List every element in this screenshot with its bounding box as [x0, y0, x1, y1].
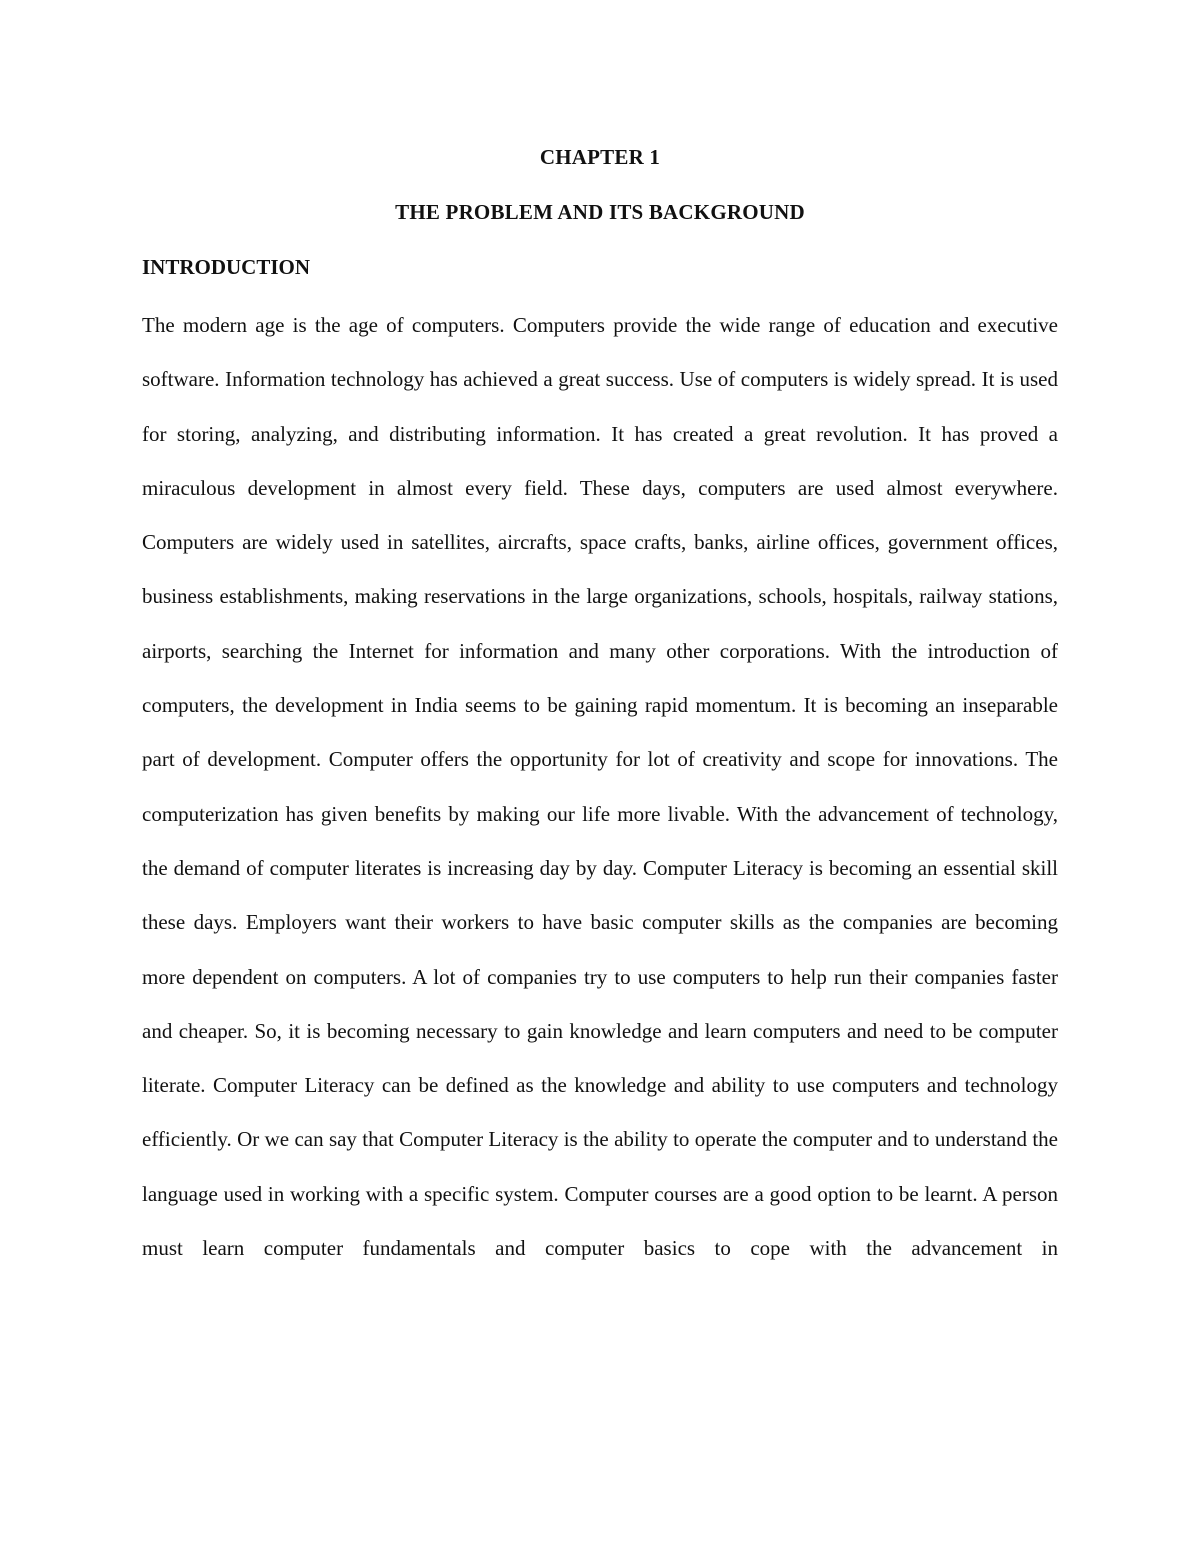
introduction-paragraph: The modern age is the age of computers. Computers provide the wide range of education and executive software. Information technology has achieved a great success. Use of computers is widely spread. It is used for storing, analyzing, and distributing information. It has created a great revolution. It has proved a miraculous development in almost every field. These days, computers are used almost everywhere. Computers are widely used in satellites, aircrafts, space crafts, banks, airline offices, government offices, business establishments, making reservations in the large organizations, schools, hospitals, railway stations, airports, searching the Internet for information and many other corporations. With the introduction of computers, the development in India seems to be gaining rapid momentum. It is becoming an inseparable part of development. Computer offers the opportunity for lot of creativity and scope for innovations. The computerization has given benefits by making our life more livable. With the advancement of technology, the demand of computer literates is increasing day by day. Computer Literacy is becoming an essential skill these days. Employers want their workers to have basic computer skills as the companies are becoming more dependent on computers. A lot of companies try to use computers to help run their companies faster and cheaper. So, it is becoming necessary to gain knowledge and learn computers and need to be computer literate. Computer Literacy can be defined as the knowledge and ability to use computers and technology efficiently. Or we can say that Computer Literacy is the ability to operate the computer and to understand the language used in working with a specific system. Computer courses are a good option to be learnt. A person must learn computer fundamentals and computer basics to cope with the advancement in [142, 313, 1058, 1261]
chapter-title: THE PROBLEM AND ITS BACKGROUND [395, 200, 805, 224]
section-heading-introduction: INTRODUCTION [142, 255, 311, 279]
chapter-heading: CHAPTER 1 [539, 145, 661, 169]
